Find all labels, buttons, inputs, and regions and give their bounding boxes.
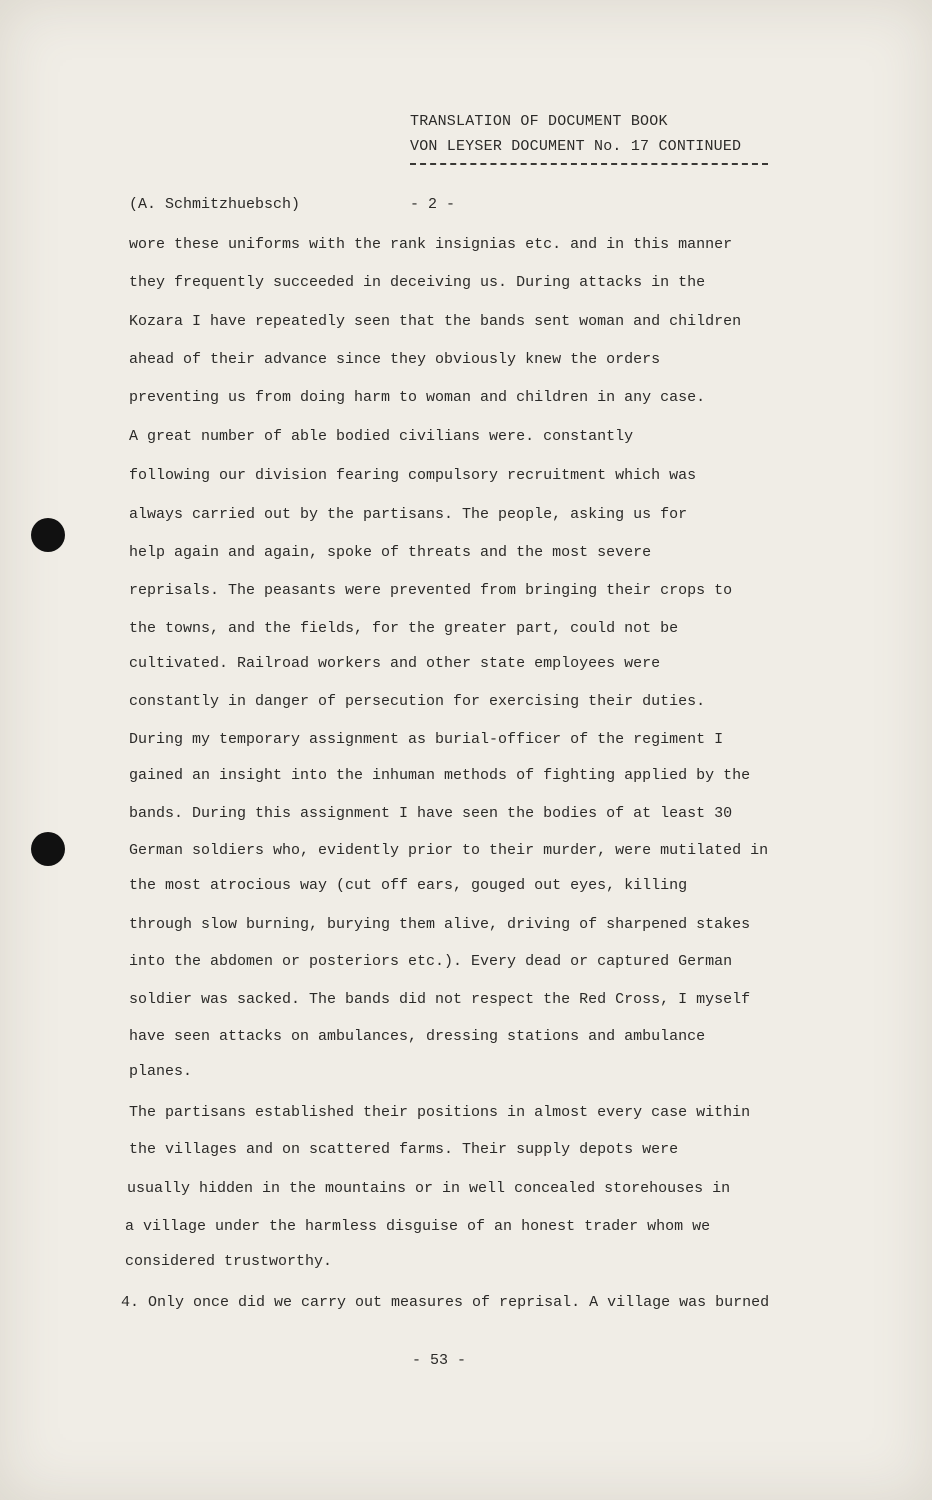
body-line: reprisals. The peasants were prevented from bringing their crops to: [129, 582, 733, 599]
body-line: always carried out by the partisans. The people, asking us for: [129, 506, 688, 523]
body-line: the villages and on scattered farms. Their supply depots were: [129, 1141, 679, 1158]
header-subtitle: VON LEYSER DOCUMENT No. 17 CONTINUED: [410, 138, 742, 155]
punch-hole: [31, 518, 65, 552]
body-line: Kozara I have repeatedly seen that the bands sent woman and children: [129, 313, 742, 330]
body-line: cultivated. Railroad workers and other state employees were: [129, 655, 661, 672]
author-name: (A. Schmitzhuebsch): [129, 196, 301, 213]
body-line: constantly in danger of persecution for exercising their duties.: [129, 693, 706, 710]
body-line: the towns, and the fields, for the greater part, could not be: [129, 620, 679, 637]
body-line: have seen attacks on ambulances, dressing stations and ambulance: [129, 1028, 706, 1045]
body-line: bands. During this assignment I have seen the bodies of at least 30: [129, 805, 733, 822]
body-line: usually hidden in the mountains or in well concealed storehouses in: [127, 1180, 731, 1197]
body-line: soldier was sacked. The bands did not respect the Red Cross, I myself: [129, 991, 751, 1008]
footer-page-number: - 53 -: [412, 1352, 467, 1369]
body-line: German soldiers who, evidently prior to their murder, were mutilated in: [129, 842, 769, 859]
body-line: During my temporary assignment as burial-officer of the regiment I: [129, 731, 724, 748]
body-line: wore these uniforms with the rank insignias etc. and in this manner: [129, 236, 733, 253]
body-line: through slow burning, burying them alive, driving of sharpened stakes: [129, 916, 751, 933]
body-line: a village under the harmless disguise of an honest trader whom we: [125, 1218, 711, 1235]
body-line: ahead of their advance since they obviously knew the orders: [129, 351, 661, 368]
body-line: considered trustworthy.: [125, 1253, 333, 1270]
body-line: preventing us from doing harm to woman and children in any case.: [129, 389, 706, 406]
body-line: into the abdomen or posteriors etc.). Every dead or captured German: [129, 953, 733, 970]
body-line: The partisans established their positions in almost every case within: [129, 1104, 751, 1121]
page-marker: - 2 -: [410, 196, 456, 213]
body-line: the most atrocious way (cut off ears, gouged out eyes, killing: [129, 877, 688, 894]
body-line: gained an insight into the inhuman methods of fighting applied by the: [129, 767, 751, 784]
header-title: TRANSLATION OF DOCUMENT BOOK: [410, 113, 668, 130]
body-line: A great number of able bodied civilians were. constantly: [129, 428, 634, 445]
body-line: planes.: [129, 1063, 193, 1080]
punch-hole: [31, 832, 65, 866]
body-line: help again and again, spoke of threats and the most severe: [129, 544, 652, 561]
body-line: they frequently succeeded in deceiving us. During attacks in the: [129, 274, 706, 291]
body-line: 4. Only once did we carry out measures of reprisal. A village was burned: [121, 1294, 770, 1311]
header-rule: [410, 163, 768, 165]
body-line: following our division fearing compulsory recruitment which was: [129, 467, 697, 484]
